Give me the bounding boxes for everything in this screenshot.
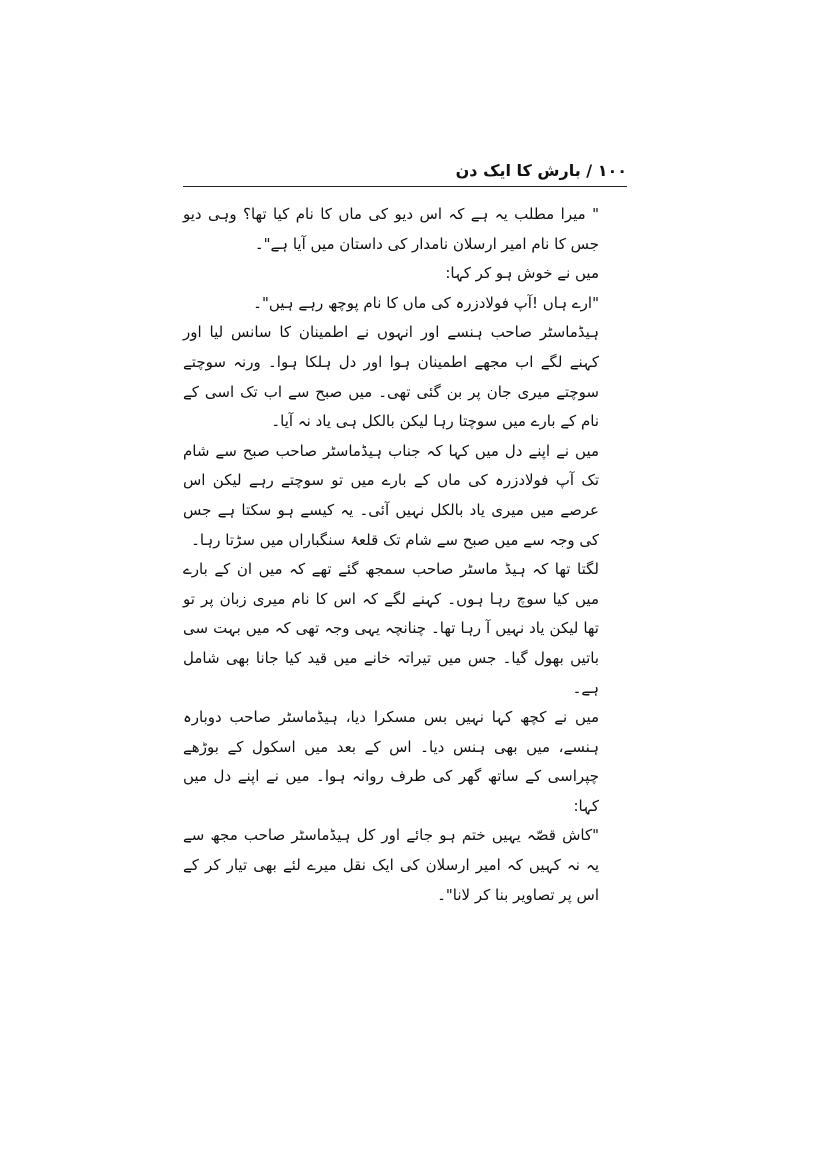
paragraph-headmaster-understood: لگتا تھا کہ ہیڈ ماسٹر صاحب سمجھ گئے تھے کہ میں ان کے بارے میں کیا سوچ رہا ہوں۔ کہنے لگے کہ اس کا نام میری زبان پر تو تھا لیکن یاد نہیں آ رہا تھا۔ چنانچہ یہی وجہ تھی کہ میں بہت سی باتیں بھول گیا۔ جس میں تیراتہ خانے میں قید کیا جانا بھی شامل ہے۔ [183,560,599,697]
paragraph-final-wish: "کاش قصّہ یہیں ختم ہو جائے اور کل ہیڈماسٹر صاحب مجھ سے یہ نہ کہیں کہ امیر ارسلان کی ایک نقل میرے لئے بھی تیار کر کے اس پر تصاویر بنا کر لانا"۔ [183,826,599,904]
body-text [183,200,621,910]
paragraph-reply-quote: "ارے ہاں !آپ فولادزرہ کی ماں کا نام پوچھ رہے ہیں"۔ [253,293,599,312]
paragraph-reply-intro: میں نے خوش ہو کر کہا: [445,264,599,283]
paragraph-inner-thought: میں نے اپنے دل میں کہا کہ جناب ہیڈماسٹر صاحب صبح سے شام تک آپ فولادزرہ کی ماں کے بارے میں تو سوچتے رہے لیکن اس عرصے میں میری یاد بالکل نہیں آئی۔ یہ کیسے ہو سکتا ہے جس کی وجہ سے میں صبح سے شام تک قلعۂ سنگباراں میں سڑتا رہا۔ [183,441,599,549]
header-rule [183,186,627,187]
paragraph-headmaster-relief: ہیڈماسٹر صاحب ہنسے اور انہوں نے اطمینان کا سانس لیا اور کہنے لگے اب مجھے اطمینان ہوا اور دل ہلکا ہوا۔ ورنہ سوچتے سوچتے میری جان پر بن گئی تھی۔ میں صبح سے اب تک اسی کے نام کے بارے میں سوچتا رہا لیکن بالکل ہی یاد نہ آیا۔ [183,323,599,431]
paragraph-smile: میں نے کچھ کہا نہیں بس مسکرا دیا، ہیڈماسٹر صاحب دوبارہ ہنسے، میں بھی ہنس دیا۔ اس کے بعد میں اسکول کے بوڑھے چپراسی کے ساتھ گھر کی طرف روانہ ہوا۔ میں نے اپنے دل میں کہا: [183,708,599,815]
running-header: ۱۰۰ / بارش کا ایک دن [455,161,627,180]
paragraph-quote-question: " میرا مطلب یہ ہے کہ اس دیو کی ماں کا نام کیا تھا؟ وہی دیو جس کا نام امیر ارسلان نامدار کی داستان میں آیا ہے"۔ [183,205,599,253]
